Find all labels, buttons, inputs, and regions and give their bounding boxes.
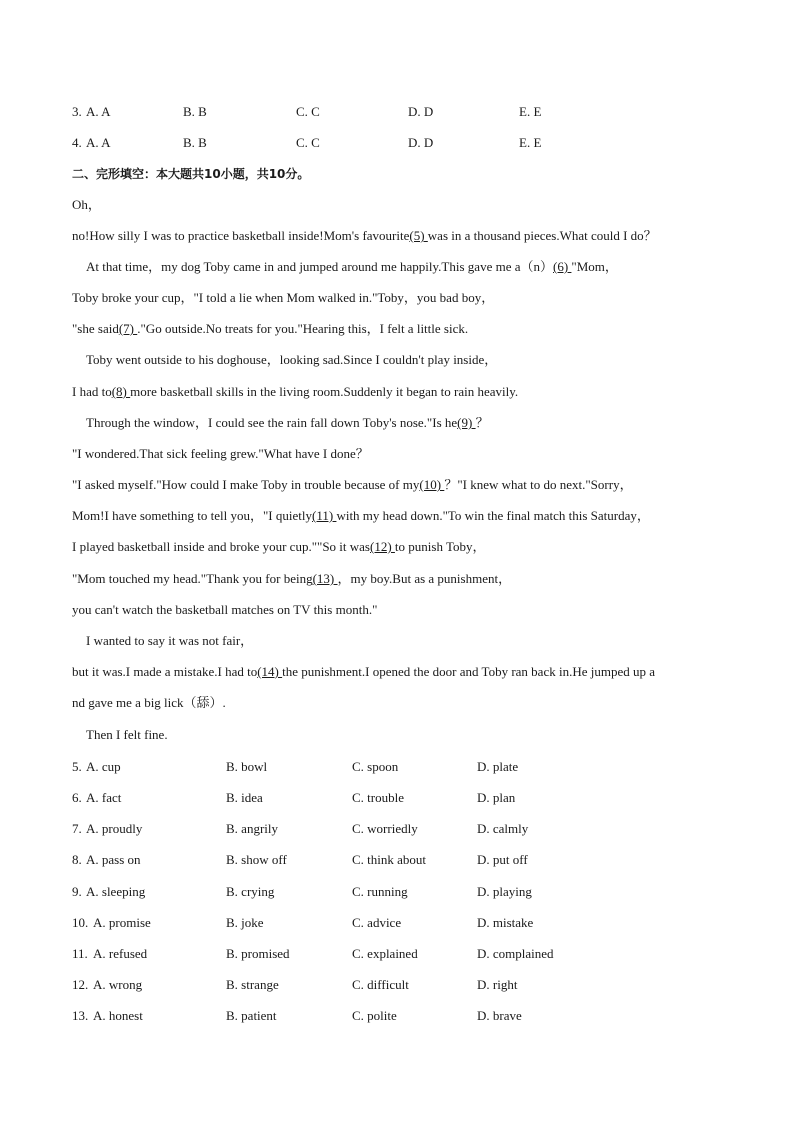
question-number: 10. bbox=[72, 915, 89, 930]
question-number: 3. bbox=[72, 104, 82, 119]
question-number: 4. bbox=[72, 135, 82, 150]
passage-text: ，my boy.But as a punishment， bbox=[337, 571, 512, 586]
option-e: E. E bbox=[519, 104, 542, 119]
option-b: B. strange bbox=[226, 977, 279, 992]
option-a: A. cup bbox=[86, 759, 121, 774]
option-c: C. C bbox=[296, 104, 320, 119]
blank-11: (11) bbox=[312, 508, 337, 523]
option-d: D. put off bbox=[477, 852, 528, 867]
passage-text: no!How silly I was to practice basketball inside!Mom's favourite bbox=[72, 228, 410, 243]
blank-12: (12) bbox=[370, 539, 395, 554]
option-d: D. calmly bbox=[477, 821, 529, 836]
blank-13: (13) bbox=[312, 571, 338, 586]
question-number: 6. bbox=[72, 790, 82, 805]
option-c: C. spoon bbox=[352, 759, 399, 774]
option-a: A. honest bbox=[93, 1008, 143, 1023]
option-c: C. difficult bbox=[352, 977, 409, 992]
option-d: D. complained bbox=[477, 946, 554, 961]
section-heading: 二、完形填空：本大题共10小题，共10分。 bbox=[72, 167, 310, 181]
blank-5: (5) bbox=[409, 228, 428, 243]
option-d: D. D bbox=[408, 104, 434, 119]
passage-text: "Mom， bbox=[571, 259, 618, 274]
option-a: A. pass on bbox=[86, 852, 141, 867]
passage-line bbox=[72, 508, 650, 524]
passage-text: more basketball skills in the living room.Suddenly it began to rain heavily. bbox=[130, 384, 519, 399]
passage-line: nd gave me a big lick（舔）. bbox=[72, 695, 226, 710]
blank-10: (10) bbox=[419, 477, 445, 492]
option-d: D. D bbox=[408, 135, 434, 150]
passage-text: the punishment.I opened the door and Toby ran back in.He jumped up a bbox=[282, 664, 655, 679]
passage-line bbox=[72, 384, 518, 400]
blank-6: (6) bbox=[553, 259, 572, 274]
passage-line bbox=[72, 571, 511, 587]
passage-line bbox=[72, 321, 468, 337]
passage-line: Toby broke your cup，"I told a lie when Mom walked in."Toby，you bad boy， bbox=[72, 290, 495, 305]
option-d: D. mistake bbox=[477, 915, 534, 930]
question-number: 5. bbox=[72, 759, 82, 774]
option-d: D. brave bbox=[477, 1008, 522, 1023]
option-b: B. show off bbox=[226, 852, 287, 867]
passage-text: with my head down."To win the final match this Saturday， bbox=[336, 508, 650, 523]
passage-text: I played basketball inside and broke your cup.""So it was bbox=[72, 539, 370, 554]
option-d: D. playing bbox=[477, 884, 532, 899]
option-b: B. angrily bbox=[226, 821, 278, 836]
passage-text: "I asked myself."How could I make Toby in trouble because of my bbox=[72, 477, 420, 492]
option-b: B. patient bbox=[226, 1008, 277, 1023]
option-c: C. think about bbox=[352, 852, 427, 867]
passage-text: Through the window，I could see the rain fall down Toby's nose."Is he bbox=[86, 415, 458, 430]
option-e: E. E bbox=[519, 135, 542, 150]
question-number: 12. bbox=[72, 977, 89, 992]
passage-line: Oh， bbox=[72, 197, 101, 212]
passage-line: "I wondered.That sick feeling grew."What have I done？ bbox=[72, 446, 369, 461]
question-number: 7. bbox=[72, 821, 82, 836]
option-b: B. crying bbox=[226, 884, 275, 899]
passage-text: Mom!I have something to tell you，"I quietly bbox=[72, 508, 312, 523]
passage-line: I wanted to say it was not fair， bbox=[86, 633, 254, 648]
passage-line: Toby went outside to his doghouse，looking sad.Since I couldn't play inside， bbox=[86, 352, 498, 367]
passage-text: "she said bbox=[72, 321, 119, 336]
option-d: D. plan bbox=[477, 790, 516, 805]
question-number: 13. bbox=[72, 1008, 89, 1023]
passage-text: At that time，my dog Toby came in and jumped around me happily.This gave me a（n） bbox=[86, 259, 553, 274]
option-b: B. joke bbox=[226, 915, 264, 930]
option-c: C. polite bbox=[352, 1008, 397, 1023]
passage-text: ？ bbox=[475, 415, 489, 430]
option-a: A. A bbox=[86, 135, 111, 150]
passage-line bbox=[72, 539, 486, 555]
question-number: 9. bbox=[72, 884, 82, 899]
option-b: B. bowl bbox=[226, 759, 268, 774]
passage-line bbox=[72, 664, 655, 680]
passage-text: but it was.I made a mistake.I had to bbox=[72, 664, 258, 679]
passage-text: was in a thousand pieces.What could I do？ bbox=[427, 228, 657, 243]
passage-text: to punish Toby， bbox=[394, 539, 486, 554]
option-a: A. sleeping bbox=[86, 884, 146, 899]
blank-9: (9) bbox=[457, 415, 476, 430]
option-a: A. promise bbox=[93, 915, 151, 930]
question-number: 8. bbox=[72, 852, 82, 867]
option-c: C. advice bbox=[352, 915, 402, 930]
option-d: D. plate bbox=[477, 759, 519, 774]
option-b: B. promised bbox=[226, 946, 290, 961]
blank-14: (14) bbox=[257, 664, 283, 679]
option-d: D. right bbox=[477, 977, 518, 992]
blank-8: (8) bbox=[111, 384, 131, 399]
option-c: C. explained bbox=[352, 946, 418, 961]
option-a: A. wrong bbox=[93, 977, 143, 992]
passage-line bbox=[86, 259, 618, 275]
passage-line: Then I felt fine. bbox=[86, 727, 168, 742]
option-b: B. idea bbox=[226, 790, 263, 805]
passage-text: I had to bbox=[72, 384, 112, 399]
blank-7: (7) bbox=[118, 321, 138, 336]
option-b: B. B bbox=[183, 135, 207, 150]
option-a: A. A bbox=[86, 104, 111, 119]
option-b: B. B bbox=[183, 104, 207, 119]
passage-text: ？"I knew what to do next."Sorry， bbox=[444, 477, 633, 492]
option-c: C. worriedly bbox=[352, 821, 418, 836]
passage-line: you can't watch the basketball matches on TV this month." bbox=[72, 602, 378, 617]
option-a: A. proudly bbox=[86, 821, 143, 836]
question-number: 11. bbox=[72, 946, 88, 961]
passage-line bbox=[72, 228, 657, 244]
passage-text: ."Go outside.No treats for you."Hearing this，I felt a little sick. bbox=[137, 321, 469, 336]
option-c: C. trouble bbox=[352, 790, 404, 805]
option-c: C. C bbox=[296, 135, 320, 150]
passage-text: "Mom touched my head."Thank you for being bbox=[72, 571, 313, 586]
option-a: A. refused bbox=[93, 946, 148, 961]
option-a: A. fact bbox=[86, 790, 122, 805]
passage-line bbox=[72, 477, 633, 493]
passage-line bbox=[86, 415, 489, 431]
option-c: C. running bbox=[352, 884, 408, 899]
